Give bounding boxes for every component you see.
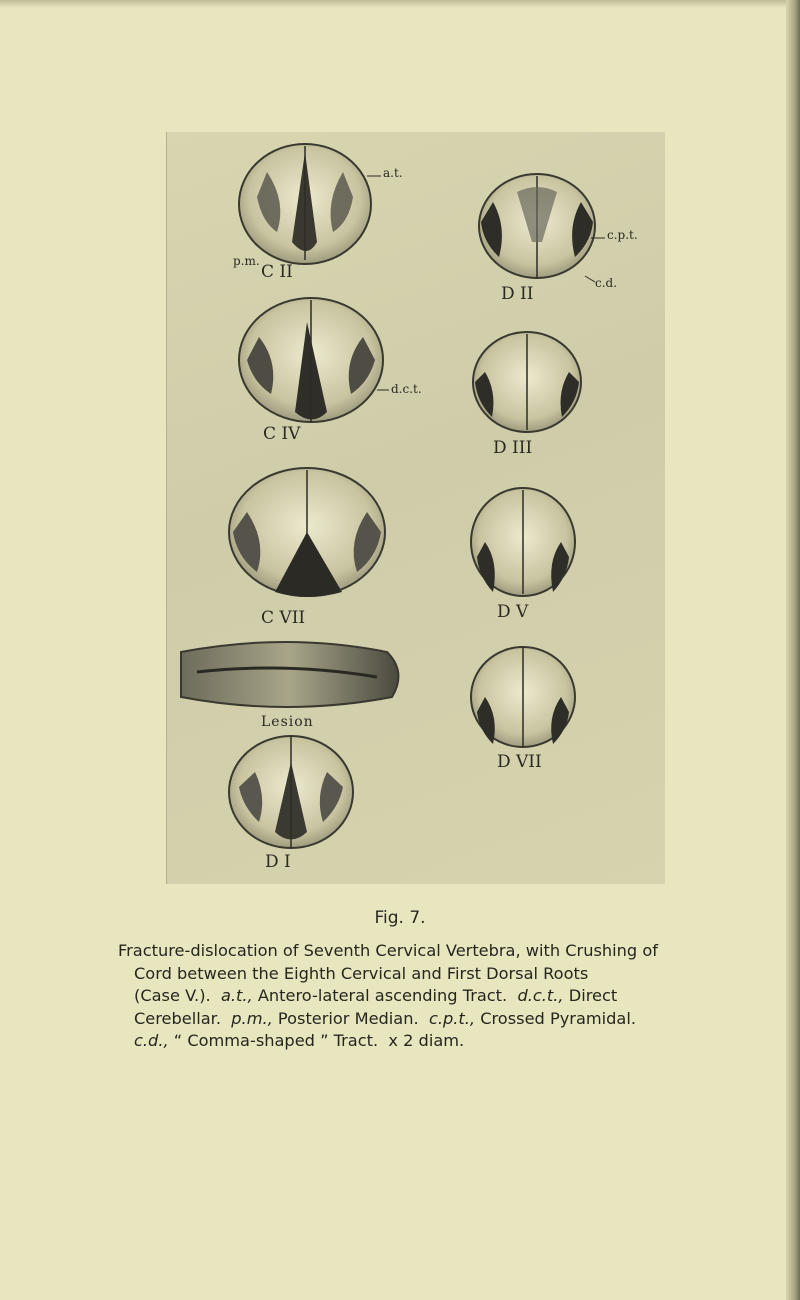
caption-case: (Case V.). (134, 986, 211, 1005)
caption-dct-def-start: Direct (568, 986, 618, 1005)
abbr-at: a.t., (220, 986, 253, 1005)
label-pm: p.m. (233, 254, 260, 268)
label-d5: D V (497, 602, 529, 622)
caption-at-def: Antero-lateral ascending Tract. (257, 986, 508, 1005)
caption-line-5 (118, 1030, 718, 1053)
section-c7 (229, 468, 385, 597)
section-d2 (479, 174, 595, 278)
section-d3 (473, 332, 581, 432)
abbr-cpt: c.p.t., (428, 1008, 476, 1028)
abbr-dct: d.c.t., (517, 986, 564, 1005)
abbr-cd: c.d., (134, 1031, 169, 1050)
page-binding-edge (786, 0, 800, 1300)
label-c2: C II (261, 262, 293, 282)
section-c4 (239, 298, 383, 422)
figure-plate (166, 132, 665, 884)
label-at: a.t. (383, 166, 403, 180)
label-dct: d.c.t. (391, 382, 422, 396)
abbr-pm: p.m., (231, 1008, 273, 1028)
leader-cd (585, 276, 595, 282)
caption-line-3 (118, 985, 718, 1008)
section-c2 (239, 144, 371, 264)
caption-line-1: Fracture-dislocation of Seventh Cervical Vertebra, with Crushing of (118, 941, 658, 960)
label-lesion: Lesion (261, 714, 314, 730)
label-c4: C IV (263, 424, 301, 444)
page-top-shadow (0, 0, 800, 8)
caption-magnification: x 2 diam. (388, 1031, 465, 1050)
caption-cd-def: “ Comma-shaped ” Tract. (173, 1031, 379, 1050)
lesion-section (181, 642, 398, 707)
label-c7: C VII (261, 608, 306, 628)
figure-title: Fig. 7. (374, 908, 426, 928)
caption-dct-def-end: Cerebellar. (134, 1008, 221, 1028)
section-d5 (471, 488, 575, 596)
section-d7 (471, 647, 575, 747)
label-cd: c.d. (595, 276, 618, 290)
caption-line-2: Cord between the Eighth Cervical and First Dorsal Roots (134, 963, 589, 983)
label-d3: D III (493, 438, 533, 458)
caption-cpt-def: Crossed Pyramidal. (480, 1008, 636, 1028)
label-cpt: c.p.t. (607, 228, 638, 242)
caption-line-4 (118, 1008, 718, 1031)
section-d1 (229, 736, 353, 848)
label-d2: D II (501, 284, 534, 304)
label-d1: D I (265, 852, 291, 872)
spinal-sections-illustration (167, 132, 665, 884)
figure-caption (118, 940, 718, 1053)
caption-pm-def: Posterior Median. (277, 1008, 419, 1028)
label-d7: D VII (497, 752, 542, 772)
